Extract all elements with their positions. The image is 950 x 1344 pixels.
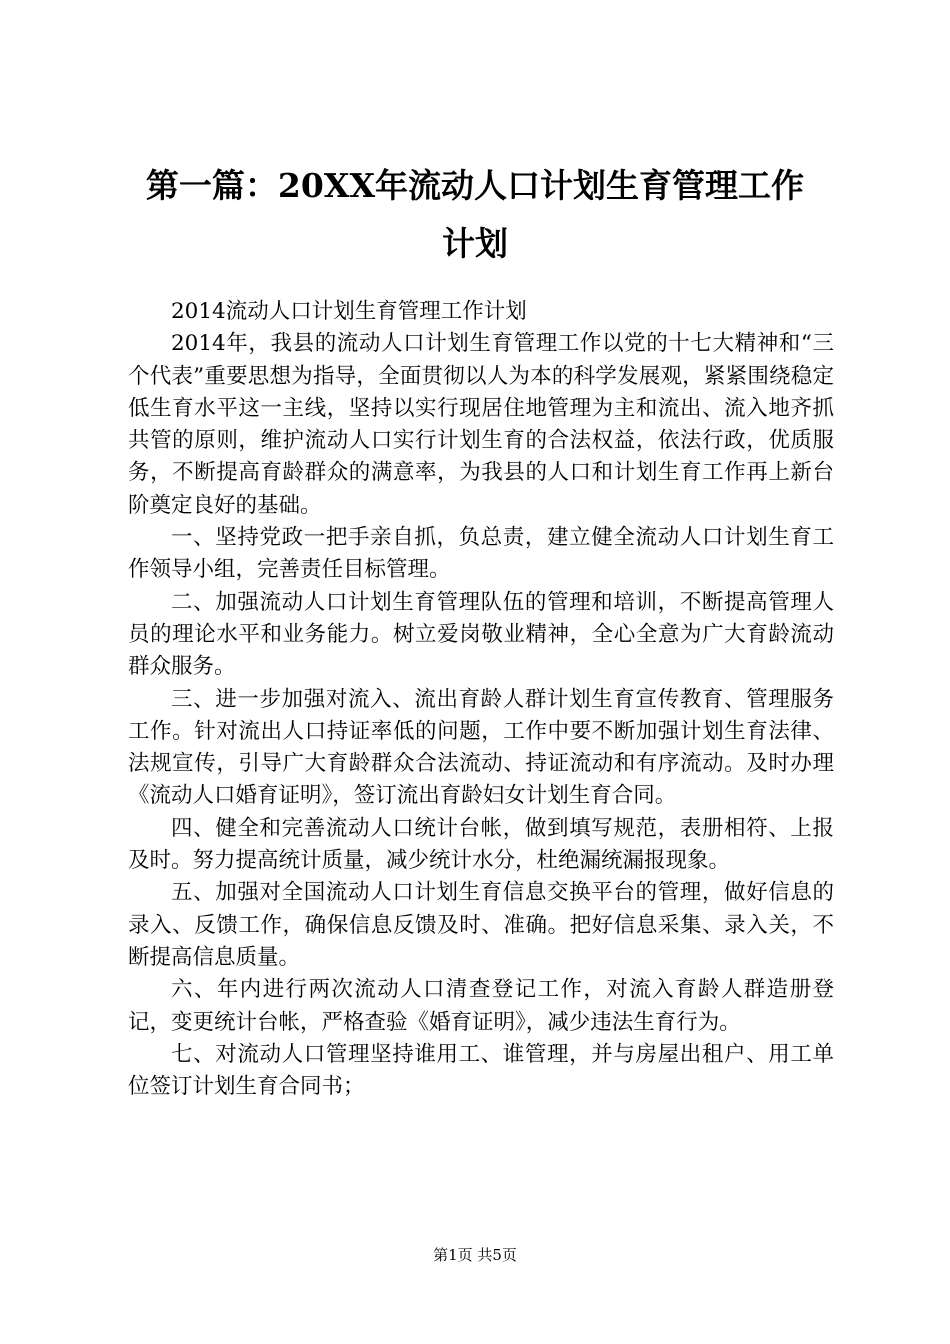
- paragraph-item-4: 四、健全和完善流动人口统计台帐，做到填写规范，表册相符、上报及时。努力提高统计质量，减少统计水分，杜绝漏统漏报现象。: [128, 815, 834, 874]
- page-footer: 第1页 共5页: [433, 1246, 517, 1264]
- paragraph-item-5: 五、加强对全国流动人口计划生育信息交换平台的管理，做好信息的录入、反馈工作，确保信息反馈及时、准确。把好信息采集、录入关，不断提高信息质量。: [128, 880, 834, 970]
- paragraph-intro: 2014年，我县的流动人口计划生育管理工作以党的十七大精神和“三个代表”重要思想为指导，全面贯彻以人为本的科学发展观，紧紧围绕稳定低生育水平这一主线，坚持以实行现居住地管理为主和流出、流入地齐抓共管的原则，维护流动人口实行计划生育的合法权益，依法行政，优质服务，不断提高育龄群众的满意率，为我县的人口和计划生育工作再上新台阶奠定良好的基础。: [128, 331, 834, 518]
- paragraph-item-7: 七、对流动人口管理坚持谁用工、谁管理，并与房屋出租户、用工单位签订计划生育合同书；: [128, 1041, 834, 1100]
- paragraph-item-3: 三、进一步加强对流入、流出育龄人群计划生育宣传教育、管理服务工作。针对流出人口持证率低的问题，工作中要不断加强计划生育法律、法规宣传，引导广大育龄群众合法流动、持证流动和有序流动。及时办理《流动人口婚育证明》，签订流出育龄妇女计划生育合同。: [128, 686, 834, 809]
- document-title: [120, 157, 830, 273]
- paragraph-item-6: 六、年内进行两次流动人口清查登记工作，对流入育龄人群造册登记，变更统计台帐，严格查验《婚育证明》，减少违法生育行为。: [128, 977, 834, 1035]
- document-body: [128, 296, 834, 1103]
- title-line-2: 计划: [442, 224, 508, 263]
- paragraph-subtitle: 2014流动人口计划生育管理工作计划: [171, 299, 527, 324]
- title-line-1: 第一篇：20XX年流动人口计划生育管理工作: [145, 166, 805, 205]
- paragraph-item-2: 二、加强流动人口计划生育管理队伍的管理和培训，不断提高管理人员的理论水平和业务能力。树立爱岗敬业精神，全心全意为广大育龄流动群众服务。: [128, 589, 834, 680]
- paragraph-item-1: 一、坚持党政一把手亲自抓，负总责，建立健全流动人口计划生育工作领导小组，完善责任目标管理。: [128, 525, 834, 583]
